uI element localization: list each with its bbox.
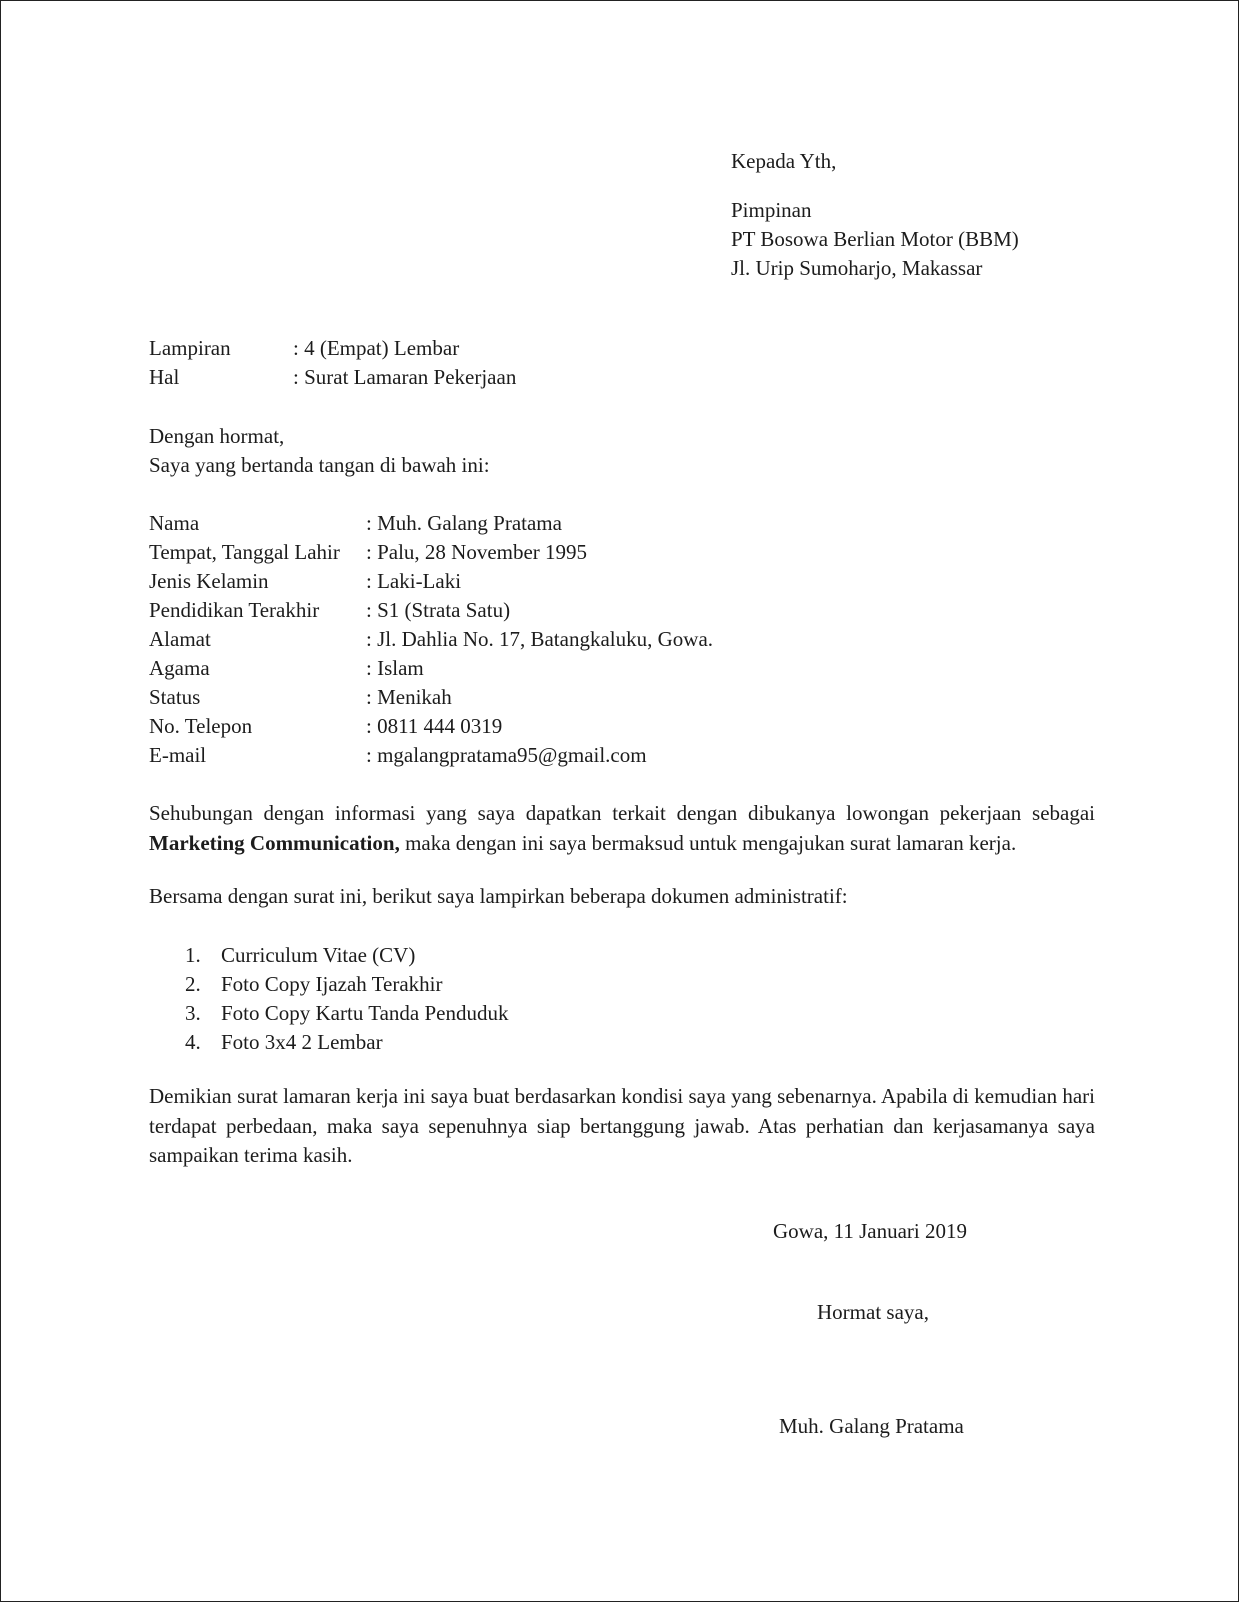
personal-label: Alamat [149, 627, 211, 651]
attachments-intro: Bersama dengan surat ini, berikut saya lampirkan beberapa dokumen administratif: [149, 884, 848, 908]
personal-label: Agama [149, 656, 210, 680]
closing-paragraph: Demikian surat lamaran kerja ini saya buat berdasarkan kondisi saya yang sebenarnya. Apabila di kemudian hari terdapat perbedaan, maka saya sepenuhnya siap bertanggung jawab. Atas perhatian dan kerjasamanya saya sampaikan terima kasih. [149, 1084, 1095, 1167]
intro-line: Saya yang bertanda tangan di bawah ini: [149, 453, 490, 477]
personal-label: Tempat, Tanggal Lahir [149, 540, 340, 564]
personal-label: E-mail [149, 743, 207, 767]
hal-label: Hal [149, 365, 180, 389]
signatory-name: Muh. Galang Pratama [779, 1414, 964, 1438]
personal-value: : S1 (Strata Satu) [366, 598, 511, 622]
recipient-title: Pimpinan [731, 198, 812, 222]
recipient-address: Jl. Urip Sumoharjo, Makassar [731, 256, 983, 280]
place-date: Gowa, 11 Januari 2019 [773, 1219, 968, 1243]
paragraph-text: maka dengan ini saya bermaksud untuk mengajukan surat lamaran kerja. [399, 830, 1017, 855]
paragraph-text: Sehubungan dengan informasi yang saya dapatkan terkait dengan dibukanya lowongan pekerjaan sebagai [149, 801, 1095, 825]
lampiran-value: : 4 (Empat) Lembar [293, 336, 460, 360]
personal-label: Nama [149, 511, 200, 535]
list-item: Foto 3x4 2 Lembar [221, 1030, 383, 1054]
personal-value: : 0811 444 0319 [366, 714, 503, 738]
regards: Hormat saya, [817, 1300, 929, 1324]
list-item: Foto Copy Ijazah Terakhir [221, 972, 443, 996]
personal-value: : Menikah [366, 685, 452, 709]
personal-label: Status [149, 685, 201, 709]
list-number: 1. [185, 943, 201, 967]
position-title: Marketing Communication, [149, 830, 400, 855]
application-paragraph [149, 799, 1095, 858]
personal-label: Pendidikan Terakhir [149, 598, 320, 622]
personal-label: Jenis Kelamin [149, 569, 269, 593]
list-number: 4. [185, 1030, 201, 1054]
recipient-greeting: Kepada Yth, [731, 149, 837, 173]
personal-value: : Laki-Laki [366, 569, 462, 593]
list-number: 3. [185, 1001, 201, 1025]
personal-value: : Muh. Galang Pratama [366, 511, 562, 535]
lampiran-label: Lampiran [149, 336, 231, 360]
personal-label: No. Telepon [149, 714, 253, 738]
list-number: 2. [185, 972, 201, 996]
list-item: Curriculum Vitae (CV) [221, 943, 416, 967]
personal-value: : mgalangpratama95@gmail.com [366, 743, 647, 767]
personal-value: : Islam [366, 656, 424, 680]
hal-value: : Surat Lamaran Pekerjaan [293, 365, 517, 389]
list-item: Foto Copy Kartu Tanda Penduduk [221, 1001, 509, 1025]
personal-value: : Jl. Dahlia No. 17, Batangkaluku, Gowa. [366, 627, 714, 651]
personal-value: : Palu, 28 November 1995 [366, 540, 588, 564]
recipient-company: PT Bosowa Berlian Motor (BBM) [731, 227, 1019, 251]
salutation: Dengan hormat, [149, 424, 285, 448]
